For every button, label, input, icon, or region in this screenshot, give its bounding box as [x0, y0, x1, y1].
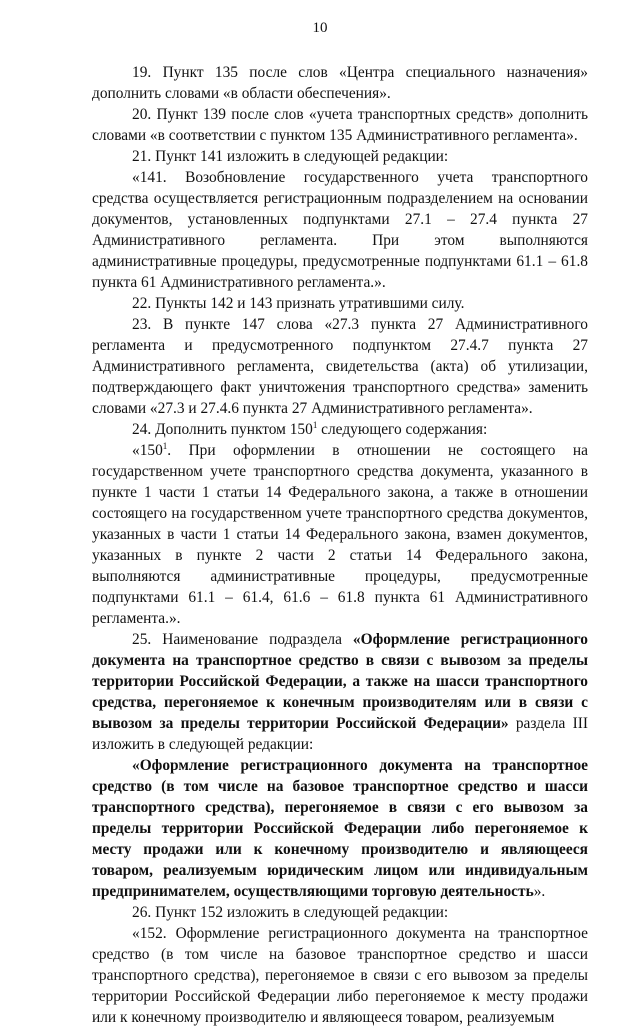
- paragraph-section-title-quote: «Оформление регистрационного документа на транспортное средство (в том числе на базовое транспортное средство и шасси транспортного средства), перегоняемое в связи с его вывозом за пределы территории Российской Федерации либо перегоняемое к месту продажи или к конечному производителю и являющееся товаром, реализуемым юридическим лицом или индивидуальным предпринимателем, осуществляющими торговую деятельность».: [92, 757, 588, 900]
- paragraph-24: 24. Дополнить пунктом $150^1$ следующего содержания:: [132, 419, 488, 438]
- paragraph-152-quote: «152. Оформление регистрационного документа на транспортное средство (в том числе на базовое транспортное средство и шасси транспортного средства), перегоняемое в связи с его вывозом за пределы территории Российской Федерации либо перегоняемое к месту продажи или к конечному производителю и являющееся товаром, реализуемым: [92, 925, 588, 1026]
- paragraph-141-quote: «141. Возобновление государственного учета транспортного средства осуществляется регистрационным подразделением на основании документов, установленных подпунктами 27.1 – 27.4 пункта 27 Административного регламента. При этом выполняются административные процедуры, предусмотренные подпунктами 61.1 – 61.8 пункта 61 Административного регламента.».: [92, 169, 588, 291]
- paragraph-23: 23. В пункте 147 слова «27.3 пункта 27 Административного регламента и предусмотренного подпунктом 27.4.7 пункта 27 Административного регламента, свидетельства (акта) об утилизации, подтверждающего факт уничтожения транспортного средства» заменить словами «27.3 и 27.4.6 пункта 27 Административного регламента».: [92, 316, 588, 417]
- paragraph-26: 26. Пункт 152 изложить в следующей редакции:: [132, 904, 449, 921]
- page-number: 10: [312, 20, 328, 36]
- paragraph-19: 19. Пункт 135 после слов «Центра специального назначения» дополнить словами «в области обеспечения».: [92, 64, 588, 102]
- paragraph-150-1-quote: «$150^1$. При оформлении в отношении не состоящего на государственном учете транспортного средства документа, указанного в пункте 1 части 1 статьи 14 Федерального закона, а также в отношении состоящего на государственном учете транспортного средства документов, указанных в части 1 статьи 14 Федерального закона, взамен документов, указанных в пункте 2 части 2 статьи 14 Федерального закона, выполняются административные процедуры, предусмотренные подпунктами 61.1 – 61.4, 61.6 – 61.8 пункта 61 Административного регламента.».: [92, 440, 588, 627]
- paragraph-20: 20. Пункт 139 после слов «учета транспортных средств» дополнить словами «в соответствии с пунктом 135 Административного регламента».: [92, 106, 588, 144]
- paragraph-22: 22. Пункты 142 и 143 признать утратившими силу.: [132, 295, 465, 312]
- document-body: [92, 62, 588, 1028]
- paragraph-25: 25. Наименование подраздела «Оформление регистрационного документа на транспортное средство в связи с вывозом за пределы территории Российской Федерации, а также на шасси транспортного средства, перегоняемое к конечным производителям или в связи с вывозом за пределы территории Российской Федерации» раздела III изложить в следующей редакции:: [92, 631, 588, 753]
- paragraph-21: 21. Пункт 141 изложить в следующей редакции:: [132, 148, 449, 165]
